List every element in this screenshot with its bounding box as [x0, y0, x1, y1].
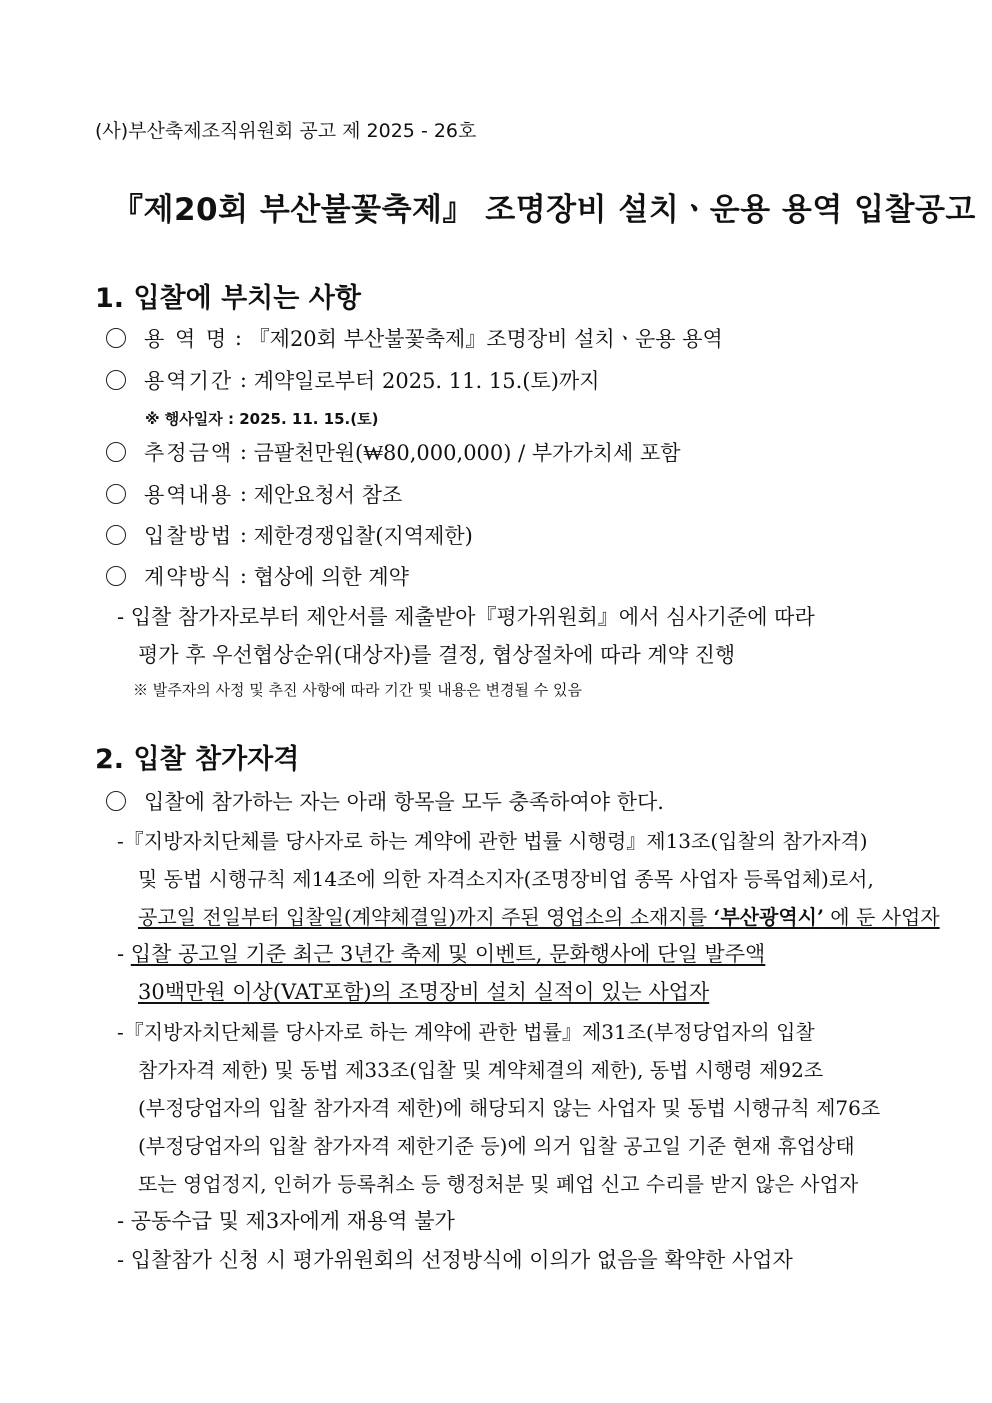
qualification-3-line1: -『지방자치단체를 당사자로 하는 계약에 관한 법률』제31조(부정당업자의 입찰	[117, 1020, 815, 1044]
item-bidding-method: 입찰방법 : 제한경쟁입찰(지역제한)	[106, 520, 473, 550]
event-date-note: ※ 행사일자 : 2025. 11. 15.(토)	[145, 410, 379, 428]
section2-heading: 2. 입찰 참가자격	[95, 744, 300, 775]
circle-bullet-icon	[106, 484, 126, 504]
page-title: 『제20회 부산불꽃축제』 조명장비 설치ㆍ운용 용역 입찰공고	[112, 192, 976, 228]
circle-bullet-icon	[106, 328, 126, 348]
notice-number: (사)부산축제조직위원회 공고 제 2025 - 26호	[95, 120, 477, 142]
change-note: ※ 발주자의 사정 및 추진 사항에 따라 기간 및 내용은 변경될 수 있음	[133, 681, 582, 699]
qualification-3-line4: (부정당업자의 입찰 참가자격 제한기준 등)에 의거 입찰 공고일 기준 현재 휴업상태	[138, 1134, 855, 1158]
qualification-5: - 입찰참가 신청 시 평가위원회의 선정방식에 이의가 없음을 확약한 사업자	[117, 1248, 793, 1272]
circle-bullet-icon	[106, 791, 126, 811]
item-service-name: 용 역 명 : 『제20회 부산불꽃축제』조명장비 설치ㆍ운용 용역	[106, 323, 723, 353]
qualification-1-line2: 및 동법 시행규칙 제14조에 의한 자격소지자(조명장비업 종목 사업자 등록업체)로서,	[138, 867, 874, 891]
qualification-3-line5: 또는 영업정지, 인허가 등록취소 등 행정처분 및 폐업 신고 수리를 받지 않은 사업자	[138, 1172, 859, 1196]
contract-detail-line1: - 입찰 참가자로부터 제안서를 제출받아『평가위원회』에서 심사기준에 따라	[117, 605, 815, 629]
qualification-3-line3: (부정당업자의 입찰 참가자격 제한)에 해당되지 않는 사업자 및 동법 시행규칙 제76조	[138, 1096, 881, 1120]
qualification-1-line1: -『지방자치단체를 당사자로 하는 계약에 관한 법률 시행령』제13조(입찰의 참가자격)	[117, 829, 868, 853]
qualification-2-line2: 30백만원 이상(VAT포함)의 조명장비 설치 실적이 있는 사업자	[138, 980, 710, 1004]
circle-bullet-icon	[106, 566, 126, 586]
qualification-3-line2: 참가자격 제한) 및 동법 제33조(입찰 및 계약체결의 제한), 동법 시행령 제92조	[138, 1058, 824, 1082]
item-contract-method: 계약방식 : 협상에 의한 계약	[106, 561, 409, 591]
item-service-content: 용역내용 : 제안요청서 참조	[106, 479, 402, 509]
item-estimated-amount: 추정금액 : 금팔천만원(₩80,000,000) / 부가가치세 포함	[106, 437, 681, 467]
qualification-2-line1: - 입찰 공고일 기준 최근 3년간 축제 및 이벤트, 문화행사에 단일 발주액	[117, 942, 766, 966]
qualification-intro: 입찰에 참가하는 자는 아래 항목을 모두 충족하여야 한다.	[106, 786, 664, 816]
circle-bullet-icon	[106, 525, 126, 545]
contract-detail-line2: 평가 후 우선협상순위(대상자)를 결정, 협상절차에 따라 계약 진행	[138, 643, 736, 667]
section1-heading: 1. 입찰에 부치는 사항	[95, 283, 361, 314]
region-emphasis: ‘부산광역시’	[713, 905, 824, 929]
item-service-period: 용역기간 : 계약일로부터 2025. 11. 15.(토)까지	[106, 365, 600, 395]
qualification-1-line3: 공고일 전일부터 입찰일(계약체결일)까지 주된 영업소의 소재지를 ‘부산광역시’ 에 둔 사업자	[138, 905, 940, 929]
circle-bullet-icon	[106, 370, 126, 390]
qualification-4: - 공동수급 및 제3자에게 재용역 불가	[117, 1209, 455, 1233]
circle-bullet-icon	[106, 442, 126, 462]
